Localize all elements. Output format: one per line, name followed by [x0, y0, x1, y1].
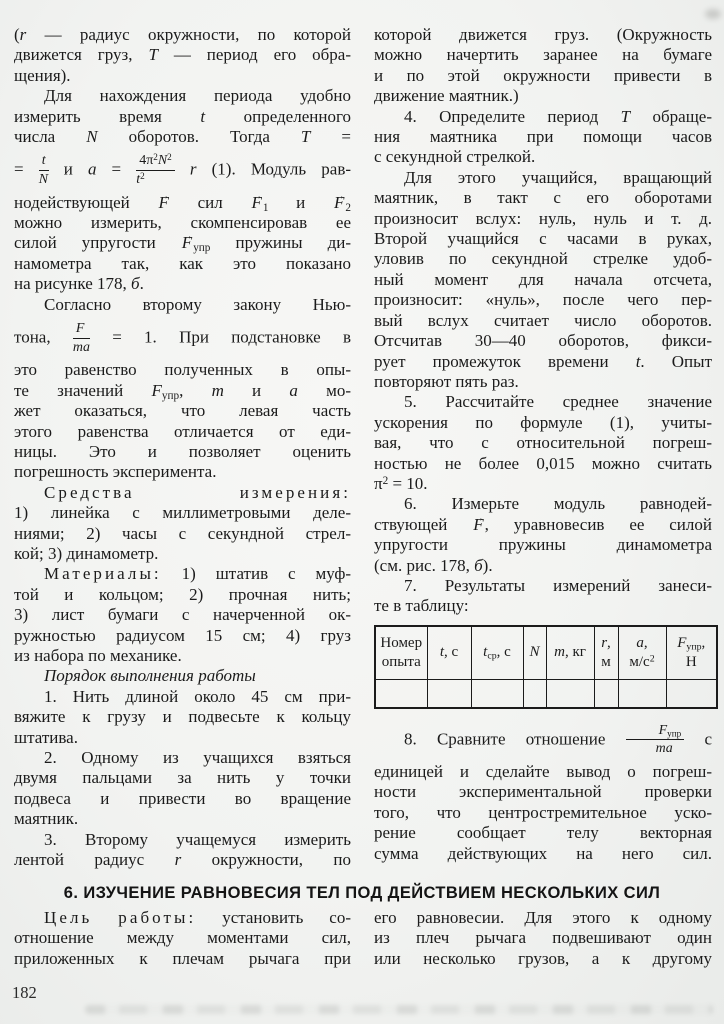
- results-table-wrap: [374, 625, 712, 709]
- text-line: вый вслух считает число оборотов.: [374, 310, 712, 330]
- text-line: = $\frac{t}{N}$ и a = $\frac{4\pi^2N^2}{t^2}$ r (1). Модуль рав-: [14, 152, 352, 188]
- table-header-cell: N: [523, 626, 546, 680]
- text-line: тона, $\frac{F}{ma}$ = 1. При подстановке в: [14, 321, 351, 355]
- text-line: ускорения по формуле (1), учиты-: [374, 412, 712, 432]
- table-header-cell: m, кг: [546, 626, 594, 680]
- text-line: силой упругости $F \to_{упр}$ пружины ди-: [14, 233, 351, 253]
- text-line: те значений $F_{упр}$, m и a мо-: [14, 380, 352, 402]
- text-line: 1) линейка с миллиметровыми деле-: [14, 503, 351, 523]
- table-cell: [618, 679, 666, 708]
- text-line: или несколько грузов, а к другому: [374, 948, 712, 968]
- text-line: Порядок выполнения работы: [44, 666, 256, 686]
- lab6-section-heading: 6. ИЗУЧЕНИЕ РАВНОВЕСИЯ ТЕЛ ПОД ДЕЙСТВИЕМ НЕСКОЛЬКИХ СИЛ: [63, 884, 661, 902]
- text-line: 3. Второму учащемуся измерить: [44, 829, 351, 849]
- text-line: двумя пальцами за нить у точки: [14, 768, 351, 788]
- page-number: 182: [12, 983, 37, 1002]
- text-line: измерить время t определенного: [14, 106, 352, 126]
- text-line: из набора по механике.: [14, 646, 182, 665]
- lab5-right-column-top: [374, 25, 712, 617]
- text-line: 6. Измерьте модуль равнодей-: [404, 494, 712, 514]
- text-line: той и кольцом; 2) прочная нить;: [14, 584, 351, 604]
- text-line: Отсчитав 30—40 оборотов, фикси-: [374, 331, 712, 351]
- text-line: лентой радиус r окружности, по: [14, 850, 351, 870]
- table-cell: [375, 679, 427, 708]
- lab5-left-column: [14, 25, 351, 870]
- text-line: того, что центростремительное уско-: [374, 802, 712, 822]
- text-line: на рисунке 178, б.: [14, 274, 144, 294]
- text-line: вяжите к грузу и подвесьте к кольцу: [14, 707, 351, 727]
- text-line: ности экспериментальной проверки: [374, 782, 712, 802]
- text-line: Материалы: 1) штатив с муф-: [44, 564, 351, 584]
- text-line: (см. рис. 178, б).: [374, 555, 493, 575]
- table-cell: [427, 679, 471, 708]
- text-line: можно измерить, скомпенсировав ее: [14, 213, 351, 233]
- text-line: ницы. Это и позволяет оценить: [14, 441, 351, 461]
- text-line: (r — радиус окружности, по которой: [14, 25, 351, 44]
- text-line: ниями; 2) часы с секундной стрел-: [14, 523, 351, 543]
- text-line: сумма действующих на него сил.: [374, 843, 712, 863]
- text-line: 5. Рассчитайте среднее значение: [404, 392, 712, 412]
- table-header-cell: $F_{упр}$, Н: [666, 626, 717, 680]
- text-line: Средства измерения:: [44, 482, 351, 502]
- text-line: кой; 3) динамометр.: [14, 543, 159, 563]
- text-line: намометра так, как это показано: [14, 253, 351, 273]
- text-line: те в таблицу:: [374, 596, 469, 616]
- text-line: ствующей F →, уравновесив ее силой: [374, 515, 712, 535]
- text-line: единицей и сделайте вывод о погреш-: [374, 762, 712, 781]
- text-line: щения).: [14, 65, 71, 85]
- text-line: штатива.: [14, 727, 78, 747]
- text-line: 2. Одному из учащихся взяться: [44, 748, 351, 768]
- table-cell: [594, 679, 618, 708]
- text-line: 1. Нить длиной около 45 см при-: [44, 686, 351, 706]
- text-line: маятник, в такт с его оборотами: [374, 188, 712, 208]
- table-cell: [523, 679, 546, 708]
- text-line: с секундной стрелкой.: [374, 147, 536, 167]
- text-line: Цель работы: установить со-: [44, 908, 352, 927]
- text-line: произносит: «нуль», после чего пер-: [374, 290, 712, 310]
- text-line: рение сообщает телу векторная: [374, 823, 712, 843]
- text-line: 7. Результаты измерений занеси-: [404, 575, 712, 595]
- lab6-right-column: [374, 908, 712, 969]
- text-line: Для нахождения периода удобно: [44, 86, 351, 106]
- text-line: жет оказаться, что левая часть: [14, 401, 351, 421]
- table-cell: [471, 679, 523, 708]
- text-line: числа N оборотов. Тогда T =: [14, 127, 351, 147]
- text-line: ный момент для начала отсчета,: [374, 269, 712, 289]
- text-line: этого равенства отличается от еди-: [14, 421, 351, 441]
- scan-smudge: [705, 9, 721, 19]
- text-line: упругости пружины динамометра: [374, 535, 712, 555]
- text-line: уловив по секундной стрелке удоб-: [374, 249, 712, 269]
- text-line: движение маятник.): [374, 86, 519, 106]
- text-line: из плеч рычага подвешивают один: [374, 928, 712, 948]
- text-line: приложенных к плечам рычага при: [14, 948, 351, 968]
- text-line: Согласно второму закону Нью-: [44, 294, 351, 314]
- text-line: погрешность эксперимента.: [14, 462, 217, 482]
- lab5-right-column-bottom: [374, 717, 712, 864]
- text-line: 4. Определите период T обраще-: [404, 106, 712, 126]
- text-line: и по этой окружности привести в: [374, 65, 712, 85]
- table-header-cell: $t_{ср}$, с: [471, 626, 523, 680]
- text-line: это равенство полученных в опы-: [14, 360, 351, 380]
- table-cell: [666, 679, 717, 708]
- text-line: которой движется груз. (Окружность: [374, 25, 712, 44]
- text-line: рует промежуток времени t. Опыт: [374, 351, 712, 371]
- text-line: маятник.: [14, 809, 79, 829]
- text-line: можно начертить заранее на бумаге: [374, 45, 712, 65]
- text-line: 8. Сравните отношение $\frac{F_{упр}}{ma}$ с: [404, 722, 712, 757]
- text-line: подвеса и привести во вращение: [14, 788, 351, 808]
- text-line: отношение между моментами сил,: [14, 928, 351, 948]
- table-cell: [546, 679, 594, 708]
- text-line: ностью не более 0,015 можно считать: [374, 453, 712, 473]
- table-header-cell: t, с: [427, 626, 471, 680]
- lab6-left-column: [14, 908, 351, 969]
- text-line: 3) лист бумаги с начерченной ок-: [14, 605, 351, 625]
- text-line: произносит вслух: нуль, нуль и т. д.: [374, 208, 712, 228]
- table-header-cell: Номер опыта: [375, 626, 427, 680]
- results-table: [374, 625, 718, 709]
- text-line: Для этого учащийся, вращающий: [404, 167, 712, 187]
- text-line: ружностью радиусом 15 см; 4) груз: [14, 625, 351, 645]
- text-line: движется груз, T — период его обра-: [14, 45, 351, 65]
- text-line: повторяют пять раз.: [374, 371, 519, 391]
- showthrough-ghost: [85, 1005, 713, 1014]
- lab5-right-column: [374, 25, 712, 864]
- text-line: $\pi^2 = 10$.: [374, 473, 428, 493]
- text-line: ния маятника при помощи часов: [374, 127, 712, 147]
- table-header-cell: a, $м/с^2$: [618, 626, 666, 680]
- text-line: Второй учащийся с часами в руках,: [374, 229, 712, 249]
- text-line: нодействующей F → сил $F \to_1$ и $F \to_2$: [14, 193, 351, 213]
- text-line: вая, что с относительной погреш-: [374, 433, 712, 453]
- table-header-cell: r, м: [594, 626, 618, 680]
- text-line: его равновесии. Для этого к одному: [374, 908, 712, 927]
